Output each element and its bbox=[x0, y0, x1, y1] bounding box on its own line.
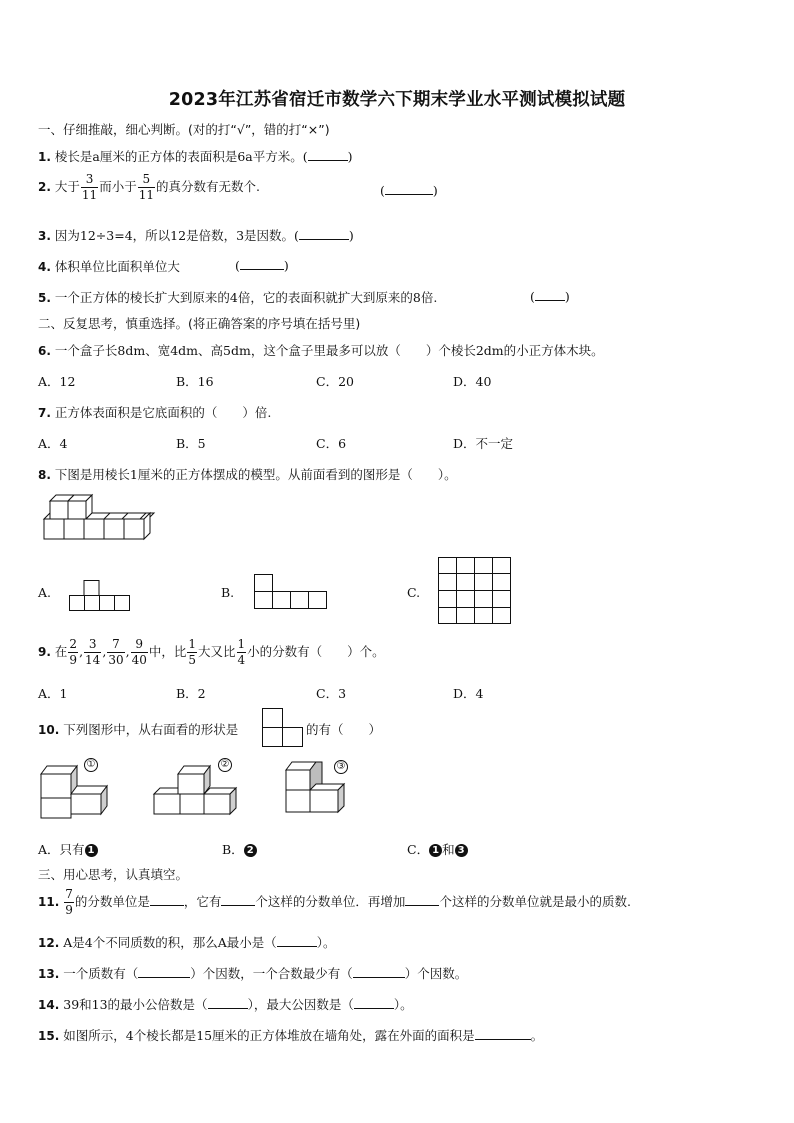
question-number: 12. bbox=[38, 936, 60, 950]
option-b[interactable]: B． 2 bbox=[222, 840, 257, 858]
option-b[interactable]: B．5 bbox=[176, 436, 206, 451]
answer-blank[interactable] bbox=[299, 227, 349, 240]
paren: ) bbox=[347, 149, 353, 164]
answer-blank[interactable] bbox=[385, 182, 433, 195]
question-13: 13. 一个质数有（ ）个因数，一个合数最少有（ ）个因数。 bbox=[38, 966, 468, 981]
answer-blank[interactable] bbox=[150, 893, 184, 906]
question-number: 4. bbox=[38, 260, 51, 274]
question-15: 15. 如图所示，4个棱长都是15厘米的正方体堆放在墙角处，露在外面的面积是 。 bbox=[38, 1028, 544, 1043]
question-number: 7. bbox=[38, 406, 51, 420]
question-text: 一个盒子长8dm、宽4dm、高5dm，这个盒子里最多可以放（ ）个棱长2dm的小正方体木块。 bbox=[54, 343, 604, 358]
fraction: $\frac{3}{11}$ bbox=[81, 172, 98, 202]
circled-number-icon: 1 bbox=[85, 844, 98, 857]
question-number: 9. bbox=[38, 645, 51, 659]
answer-paren: ( ) bbox=[380, 183, 438, 198]
question-text: 而小于 bbox=[99, 179, 137, 194]
option-c[interactable]: C． 1 和 3 bbox=[407, 840, 468, 858]
question-text: 大又比 bbox=[198, 644, 236, 659]
question-1 bbox=[38, 147, 353, 165]
answer-blank[interactable] bbox=[208, 996, 248, 1009]
question-number: 5. bbox=[38, 291, 51, 305]
question-text: 棱长是a厘米的正方体的表面积是6a平方米。( bbox=[54, 149, 308, 164]
question-text: 中，比 bbox=[148, 644, 187, 659]
circled-number-icon: 2 bbox=[244, 844, 257, 857]
question-11: 11. $\frac{7}{9}$ 的分数单位是 ，它有 个这样的分数单位．再增加 个这样的分数单位就是最小的质数. bbox=[38, 887, 631, 917]
question-14: 14. 39和13的最小公倍数是（ ），最大公因数是（ ）。 bbox=[38, 997, 413, 1012]
question-7 bbox=[38, 403, 271, 421]
option-b[interactable]: B. bbox=[221, 585, 235, 600]
question-text: 在 bbox=[54, 644, 68, 659]
question-number: 2. bbox=[38, 180, 51, 194]
section-3-heading: 三、用心思考，认真填空。 bbox=[38, 867, 189, 882]
answer-blank[interactable] bbox=[240, 257, 284, 270]
fraction: $\frac{1}{5}$ bbox=[188, 637, 197, 667]
question-number: 6. bbox=[38, 344, 51, 358]
question-number: 8. bbox=[38, 468, 51, 482]
option-c[interactable]: C. bbox=[407, 585, 421, 600]
figure-label: ③ bbox=[334, 760, 348, 774]
option-a[interactable]: A. bbox=[38, 585, 52, 600]
answer-paren: ( ) bbox=[530, 289, 570, 304]
question-text: 大于 bbox=[54, 179, 80, 194]
question-text: 的真分数有无数个. bbox=[156, 179, 260, 194]
answer-blank[interactable] bbox=[475, 1027, 531, 1040]
fraction: $\frac{7}{30}$ bbox=[108, 637, 124, 667]
answer-blank[interactable] bbox=[221, 893, 255, 906]
option-c[interactable]: C．20 bbox=[316, 374, 354, 389]
figure-1 bbox=[40, 760, 112, 820]
option-c[interactable]: C．6 bbox=[316, 436, 347, 451]
option-b[interactable]: B．2 bbox=[176, 686, 206, 701]
answer-paren: ( ) bbox=[235, 258, 289, 273]
option-a-figure bbox=[69, 580, 131, 611]
question-text: 因为12÷3=4，所以12是倍数，3是因数。( bbox=[54, 228, 299, 243]
option-a[interactable]: A．4 bbox=[38, 436, 68, 451]
option-b-figure bbox=[254, 574, 328, 610]
question-5 bbox=[38, 288, 437, 306]
answer-blank[interactable] bbox=[277, 934, 317, 947]
right-view-shape bbox=[262, 708, 304, 748]
question-number: 11. bbox=[38, 895, 60, 909]
question-number: 1. bbox=[38, 150, 51, 164]
answer-blank[interactable] bbox=[138, 965, 190, 978]
question-9: 9. 在 $\frac{2}{9}$ , $\frac{3}{14}$ , $\frac{7}{30}$ , $\frac{9}{40}$ 中，比 $\frac{1}{5}$ 大又比 $\frac{1}{4}$ 小的分数有（ ）个。 bbox=[38, 637, 385, 667]
answer-blank[interactable] bbox=[353, 965, 405, 978]
option-d[interactable]: D．40 bbox=[453, 374, 492, 389]
option-c[interactable]: C．3 bbox=[316, 686, 347, 701]
answer-blank[interactable] bbox=[308, 148, 348, 161]
fraction: $\frac{9}{40}$ bbox=[131, 637, 147, 667]
question-10 bbox=[38, 720, 238, 738]
answer-blank[interactable] bbox=[405, 893, 439, 906]
fraction: $\frac{3}{14}$ bbox=[85, 637, 101, 667]
question-number: 10. bbox=[38, 723, 60, 737]
option-a[interactable]: A．12 bbox=[38, 374, 76, 389]
question-4 bbox=[38, 257, 180, 275]
circled-number-icon: 3 bbox=[455, 844, 468, 857]
cube-model-figure bbox=[44, 493, 154, 541]
question-text: 小的分数有（ ）个。 bbox=[247, 644, 385, 659]
option-a[interactable]: A．只有 1 bbox=[38, 840, 98, 858]
answer-blank[interactable] bbox=[354, 996, 394, 1009]
question-text: 下列图形中，从右面看的形状是 bbox=[63, 722, 239, 737]
fraction: $\frac{5}{11}$ bbox=[138, 172, 154, 202]
option-b[interactable]: B．16 bbox=[176, 374, 214, 389]
section-2-heading: 二、反复思考，慎重选择。(将正确答案的序号填在括号里) bbox=[38, 316, 361, 331]
answer-blank[interactable] bbox=[535, 288, 565, 301]
option-c-figure bbox=[438, 557, 511, 624]
question-text: 一个正方体的棱长扩大到原来的4倍，它的表面积就扩大到原来的8倍. bbox=[54, 290, 438, 305]
question-2 bbox=[38, 172, 260, 203]
question-12: 12. A是4个不同质数的积，那么A最小是（ ）。 bbox=[38, 935, 336, 950]
fraction: $\frac{2}{9}$ bbox=[69, 637, 78, 667]
question-number: 3. bbox=[38, 229, 51, 243]
question-number: 15. bbox=[38, 1029, 60, 1043]
option-d[interactable]: D．不一定 bbox=[453, 436, 514, 451]
section-1-heading: 一、仔细推敲，细心判断。(对的打“√”，错的打“×”) bbox=[38, 122, 330, 137]
question-text: 正方体表面积是它底面积的（ ）倍. bbox=[54, 405, 272, 420]
question-number: 14. bbox=[38, 998, 60, 1012]
page-title: 2023年江苏省宿迁市数学六下期末学业水平测试模拟试题 bbox=[168, 90, 626, 110]
question-text: 下图是用棱长1厘米的正方体摆成的模型。从前面看到的图形是（ ）。 bbox=[54, 467, 457, 482]
figure-label: ① bbox=[84, 758, 98, 772]
question-3: 3. 因为12÷3=4，所以12是倍数，3是因数。( ) bbox=[38, 228, 354, 243]
question-text: 体积单位比面积单位大 bbox=[54, 259, 180, 274]
option-d[interactable]: D．4 bbox=[453, 686, 484, 701]
question-number: 13. bbox=[38, 967, 60, 981]
circled-number-icon: 1 bbox=[429, 844, 442, 857]
fraction: $\frac{7}{9}$ bbox=[65, 887, 73, 917]
figure-label: ② bbox=[218, 758, 232, 772]
question-text: 的有（ ） bbox=[306, 722, 382, 737]
option-a[interactable]: A．1 bbox=[38, 686, 68, 701]
question-8 bbox=[38, 465, 457, 483]
question-6 bbox=[38, 341, 604, 359]
fraction: $\frac{1}{4}$ bbox=[237, 637, 246, 667]
